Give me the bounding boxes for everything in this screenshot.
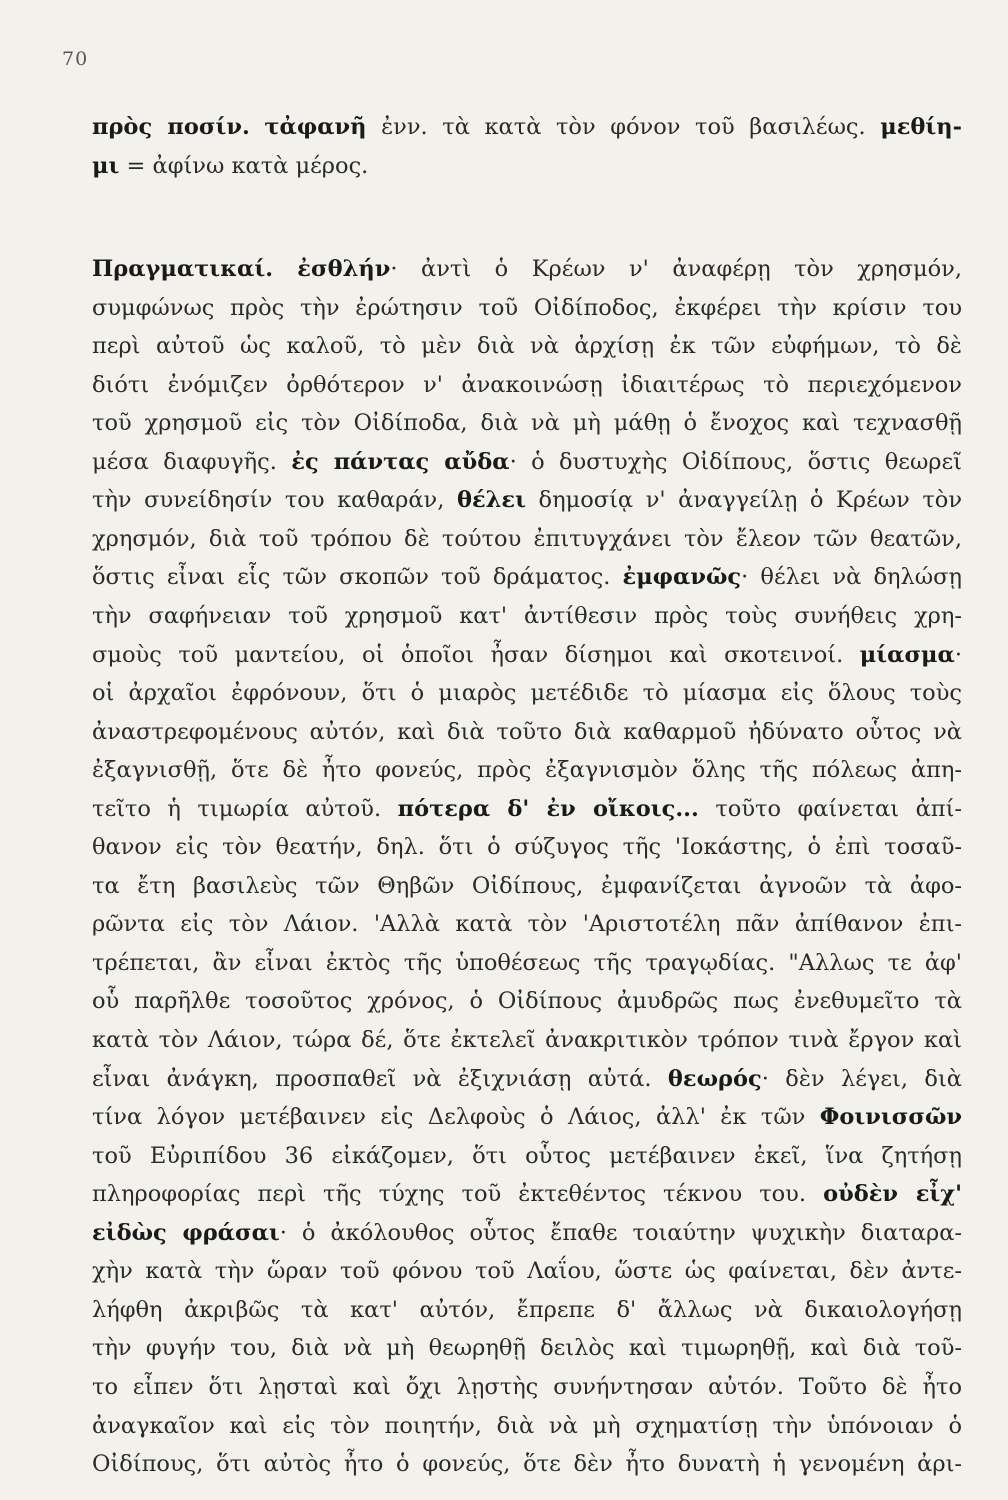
text-segment: · δὲν λέγει, διὰ <box>761 1065 962 1092</box>
text-segment: ὅστις εἶναι εἷς τῶν σκοπῶν τοῦ δράματος. <box>92 564 623 591</box>
text-line <box>92 108 962 146</box>
text-segment: τα ἔτη βασιλεὺς τῶν Θηβῶν Οἰδίπους, ἐμφανίζεται ἀγνοῶν τὰ ἀφο- <box>92 872 962 899</box>
text-segment: τὴν φυγήν του, διὰ νὰ μὴ θεωρηθῇ δειλὸς καὶ τιμωρηθῇ, καὶ διὰ τοῦ- <box>92 1335 962 1362</box>
text-line <box>92 1407 962 1445</box>
text-line <box>92 597 962 635</box>
lemma-bold: πότερα δ' ἐν οἴκοις... <box>397 795 699 822</box>
text-segment: πληροφορίας περὶ τῆς τύχης τοῦ ἐκτεθέντος τέκνου του. <box>92 1181 824 1208</box>
text-segment: το εἶπεν ὅτι λῃσταὶ καὶ ὄχι λῃστὴς συνήντησαν αὐτόν. Τοῦτο δὲ ἦτο <box>92 1373 962 1400</box>
text-segment: ἀναγκαῖον καὶ εἰς τὸν ποιητήν, διὰ νὰ μὴ σχηματίσῃ τὴν ὑπόνοιαν ὁ <box>92 1412 962 1439</box>
text-segment: οἱ ἀρχαῖοι ἐφρόνουν, ὅτι ὁ μιαρὸς μετέδιδε τὸ μίασμα εἰς ὅλους τοὺς <box>92 680 962 707</box>
text-line <box>92 1214 962 1252</box>
text-line <box>92 713 962 751</box>
text-segment: ἐξαγνισθῇ, ὅτε δὲ ἦτο φονεύς, πρὸς ἐξαγνισμὸν ὅλης τῆς πόλεως ἀπη- <box>92 757 962 784</box>
text-line <box>92 250 962 288</box>
text-line <box>92 867 962 905</box>
text-segment: σμοὺς τοῦ μαντείου, οἱ ὁποῖοι ἦσαν δίσημοι καὶ σκοτεινοί. <box>92 641 860 668</box>
text-line <box>92 636 962 674</box>
text-line <box>92 905 962 943</box>
text-segment: · θέλει νὰ δηλώσῃ <box>741 564 962 591</box>
lemma-bold: Φοινισσῶν <box>819 1104 962 1131</box>
text-segment: περὶ αὐτοῦ ὡς καλοῦ, τὸ μὲν διὰ νὰ ἀρχίσῃ ἐκ τῶν εὐφήμων, τὸ δὲ <box>92 333 962 360</box>
text-segment: τρέπεται, ἂν εἶναι ἐκτὸς τῆς ὑποθέσεως τῆς τραγῳδίας. "Αλλως τε ἀφ' <box>92 949 962 976</box>
text-segment: ρῶντα εἰς τὸν Λάιον. 'Αλλὰ κατὰ τὸν 'Αριστοτέλη πᾶν ἀπίθανον ἐπι- <box>92 911 962 938</box>
lemma-bold: πρὸς ποσίν. <box>92 114 250 140</box>
text-line <box>92 147 962 185</box>
text-segment: εἶναι ἀνάγκη, προσπαθεῖ νὰ ἐξιχνιάσῃ αὐτά. <box>92 1065 668 1092</box>
text-segment: μέσα διαφυγῆς. <box>92 448 292 475</box>
lemma-bold: ἐμφανῶς <box>622 564 742 591</box>
text-line <box>92 289 962 327</box>
text-segment: Οἰδίπους, ὅτι αὐτὸς ἦτο ὁ φονεύς, ὅτε δὲν ἦτο δυνατὴ ἡ γενομένη ἀρι- <box>92 1451 962 1478</box>
text-line <box>92 674 962 712</box>
text-segment: τὴν σαφήνειαν τοῦ χρησμοῦ κατ' ἀντίθεσιν πρὸς τοὺς συνήθεις χρη- <box>92 602 962 629</box>
text-segment: κατὰ τὸν Λάιον, τώρα δέ, ὅτε ἐκτελεῖ ἀνακριτικὸν τρόπον τινὰ ἔργον καὶ <box>92 1027 962 1053</box>
lemma-bold: εἰδὼς φράσαι <box>92 1219 280 1246</box>
text-line <box>92 1021 962 1059</box>
text-segment: διότι ἐνόμιζεν ὀρθότερον ν' ἀνακοινώσῃ ἰδιαιτέρως τὸ περιεχόμενον <box>92 371 962 398</box>
text-segment: τὴν συνείδησίν του καθαράν, <box>92 487 457 514</box>
text-segment: χὴν κατὰ τὴν ὥραν τοῦ φόνου τοῦ Λαΐου, ὥστε ὡς φαίνεται, δὲν ἀντε- <box>92 1258 962 1285</box>
page-number: 70 <box>62 48 89 70</box>
text-line <box>92 751 962 789</box>
text-segment: τοῦ χρησμοῦ εἰς τὸν Οἰδίποδα, διὰ νὰ μὴ μάθῃ ὁ ἔνοχος καὶ τεχνασθῇ <box>92 410 962 437</box>
text-segment: · ὁ δυστυχὴς Οἰδίπους, ὅστις θεωρεῖ <box>509 448 962 475</box>
lemma-bold: μίασμα <box>859 641 955 668</box>
text-segment: τίνα λόγον μετέβαινεν εἰς Δελφοὺς ὁ Λάιος, ἀλλ' ἐκ τῶν <box>92 1104 820 1131</box>
lemma-bold: θεωρός <box>667 1065 762 1092</box>
text-line <box>92 327 962 365</box>
text-segment: · <box>954 641 962 668</box>
text-segment: λήφθη ἀκριβῶς τὰ κατ' αὐτόν, ἔπρεπε δ' ἄλλως νὰ δικαιολογήσῃ <box>92 1296 962 1323</box>
text-line <box>92 1060 962 1098</box>
text-line <box>92 1098 962 1136</box>
text-segment: θανον εἰς τὸν θεατήν, δηλ. ὅτι ὁ σύζυγος τῆς 'Ιοκάστης, ὁ ἐπὶ τοσαῦ- <box>92 834 962 861</box>
text-segment: οὗ παρῆλθε τοσοῦτος χρόνος, ὁ Οἰδίπους ἀμυδρῶς πως ἐνεθυμεῖτο τὰ <box>92 988 962 1015</box>
lemma-bold: θέλει <box>456 487 526 514</box>
text-line <box>92 1291 962 1329</box>
text-segment: χρησμόν, διὰ τοῦ τρόπου δὲ τούτου ἐπιτυγχάνει τὸν ἔλεον τῶν θεατῶν, <box>92 525 962 552</box>
text-line <box>92 1137 962 1175</box>
text-line <box>92 944 962 982</box>
text-line <box>92 1329 962 1367</box>
text-segment <box>250 114 265 140</box>
text-segment: δημοσίᾳ ν' ἀναγγείλῃ ὁ Κρέων τὸν <box>525 487 962 514</box>
lemma-bold: ἐς πάντας αὔδα <box>291 448 510 475</box>
lemma-bold: τἀφανῆ <box>264 114 367 140</box>
lemma-bold: Πραγματικαί. ἐσθλήν <box>92 256 391 282</box>
text-line <box>92 1445 962 1483</box>
text-line <box>92 443 962 481</box>
text-line <box>92 828 962 866</box>
text-line <box>92 1252 962 1290</box>
text-line <box>92 366 962 404</box>
text-segment: · ἀντὶ ὁ Κρέων ν' ἀναφέρῃ τὸν χρησμόν, <box>390 256 962 282</box>
text-segment: τεῖτο ἡ τιμωρία αὐτοῦ. <box>92 795 398 822</box>
text-line <box>92 558 962 596</box>
text-segment: συμφώνως πρὸς τὴν ἐρώτησιν τοῦ Οἰδίποδος, ἐκφέρει τὴν κρίσιν του <box>92 294 962 321</box>
text-segment: · ὁ ἀκόλουθος οὗτος ἔπαθε τοιαύτην ψυχικὴν διαταρα- <box>279 1219 962 1246</box>
text-line <box>92 520 962 558</box>
text-segment: ἀναστρεφομένους αὐτόν, καὶ διὰ τοῦτο διὰ καθαρμοῦ ἠδύνατο οὗτος νὰ <box>92 718 962 745</box>
text-segment: ἐνν. τὰ κατὰ τὸν φόνον τοῦ βασιλέως. <box>366 114 881 140</box>
text-line <box>92 982 962 1020</box>
lemma-bold: μεθίη- <box>880 114 962 140</box>
text-segment: τοῦ Εὐριπίδου 36 εἰκάζομεν, ὅτι οὗτος μετέβαινεν ἐκεῖ, ἵνα ζητήσῃ <box>92 1142 962 1169</box>
text-line <box>92 790 962 828</box>
text-line <box>92 481 962 519</box>
text-segment: τοῦτο φαίνεται ἀπί- <box>698 795 962 822</box>
text-line <box>92 404 962 442</box>
text-line <box>92 1175 962 1213</box>
text-segment: = ἀφίνω κατὰ μέρος. <box>119 152 369 179</box>
text-line <box>92 1368 962 1406</box>
lemma-bold: οὐδὲν εἶχ' <box>823 1181 962 1208</box>
lemma-bold: μι <box>92 152 120 179</box>
